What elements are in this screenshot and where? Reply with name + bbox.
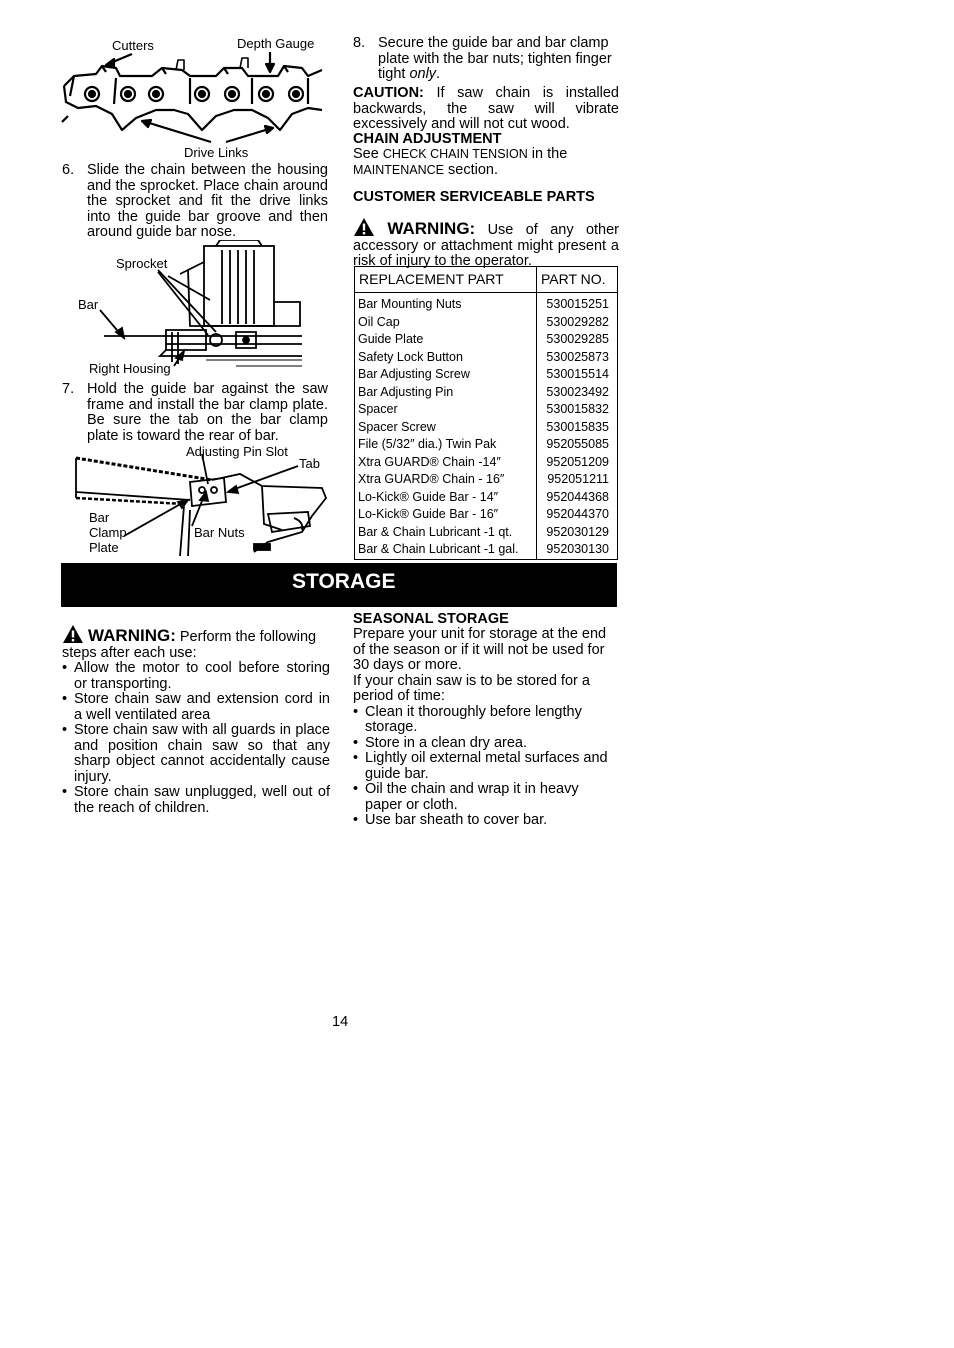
part-name-cell: Bar & Chain Lubricant -1 gal. bbox=[355, 541, 537, 559]
seasonal-heading: SEASONAL STORAGE bbox=[353, 611, 509, 627]
part-name-cell: Lo-Kick® Guide Bar - 16″ bbox=[355, 506, 537, 524]
table-row bbox=[355, 506, 618, 524]
caution-text: If saw chain is installed backwards, the saw will vibrate excessively and will not cut wood. bbox=[353, 85, 620, 132]
label-sprocket: Sprocket bbox=[116, 256, 168, 271]
table-row bbox=[355, 349, 618, 367]
step-7 bbox=[62, 382, 328, 444]
column-header-number: PART NO. bbox=[536, 267, 617, 293]
seasonal-paragraph-1: Prepare your unit for storage at the end of the season or if it will not be used for 30 days or more. bbox=[353, 626, 607, 673]
list-item: • Allow the motor to cool before storing or transporting. bbox=[62, 661, 330, 692]
parts-warning bbox=[353, 217, 619, 270]
part-number-cell: 530029282 bbox=[536, 314, 617, 332]
label-drive-links: Drive Links bbox=[184, 145, 249, 160]
part-number-cell: 530015514 bbox=[536, 366, 617, 384]
warning-triangle-icon bbox=[353, 217, 375, 237]
label-depth-gauge: Depth Gauge bbox=[237, 36, 315, 51]
part-name-cell: File (5/32″ dia.) Twin Pak bbox=[355, 436, 537, 454]
caution-note bbox=[353, 86, 619, 133]
part-name-cell: Oil Cap bbox=[355, 314, 537, 332]
table-row bbox=[355, 314, 618, 332]
part-number-cell: 952055085 bbox=[536, 436, 617, 454]
part-number-cell: 530015251 bbox=[536, 293, 617, 314]
table-row bbox=[355, 454, 618, 472]
bar-clamp-illustration bbox=[72, 452, 330, 556]
reference-check-chain-tension: CHECK CHAIN TENSION bbox=[382, 147, 528, 161]
list-item: • Oil the chain and wrap it in heavy paper or cloth. bbox=[353, 782, 619, 813]
table-row bbox=[355, 366, 618, 384]
saw-chain-illustration bbox=[56, 52, 328, 147]
step-text-main: Secure the guide bar and bar clamp plate with the bar nuts; tighten finger tight bbox=[378, 35, 612, 82]
part-name-cell: Bar & Chain Lubricant -1 qt. bbox=[355, 524, 537, 542]
part-name-cell: Bar Adjusting Pin bbox=[355, 384, 537, 402]
step-number: 7. bbox=[62, 381, 75, 397]
part-number-cell: 952044368 bbox=[536, 489, 617, 507]
part-number-cell: 952030129 bbox=[536, 524, 617, 542]
section-text: section. bbox=[443, 161, 498, 178]
list-item: • Clean it thoroughly before lengthy storage. bbox=[353, 705, 619, 736]
label-bar-nuts: Bar Nuts bbox=[194, 525, 245, 540]
seasonal-paragraph-2: If your chain saw is to be stored for a period of time: bbox=[353, 672, 590, 704]
part-number-cell: 530029285 bbox=[536, 331, 617, 349]
list-item: • Store chain saw unplugged, well out of the reach of children. bbox=[62, 785, 330, 816]
storage-warning bbox=[62, 624, 330, 816]
seasonal-body bbox=[353, 627, 619, 829]
column-header-part: REPLACEMENT PART bbox=[355, 267, 537, 293]
table-header-row bbox=[355, 267, 618, 293]
warning-text: Perform the following steps after each use: bbox=[62, 629, 317, 661]
table-row bbox=[355, 541, 618, 559]
parts-heading: CUSTOMER SERVICEABLE PARTS bbox=[353, 189, 595, 205]
step-text: Hold the guide bar against the saw frame and install the bar clamp plate. Be sure the tab on the bar clamp plate is toward the rear of bar. bbox=[87, 381, 328, 444]
part-name-cell: Xtra GUARD® Chain -14″ bbox=[355, 454, 537, 472]
table-row bbox=[355, 524, 618, 542]
step-6 bbox=[62, 163, 328, 241]
see-text: See bbox=[353, 146, 383, 162]
storage-bullet-list bbox=[62, 661, 330, 816]
table-row bbox=[355, 436, 618, 454]
label-tab: Tab bbox=[299, 456, 320, 471]
label-right-housing: Right Housing bbox=[89, 361, 171, 376]
table-row bbox=[355, 331, 618, 349]
step-text: Slide the chain between the housing and the sprocket. Place chain around the sprocket and fit the drive links into the guide bar groove and then around guide bar nose. bbox=[87, 162, 328, 240]
label-bar: Bar bbox=[78, 297, 99, 312]
list-item: • Store chain saw and extension cord in a well ventilated area bbox=[62, 692, 330, 723]
warning-label: WARNING: bbox=[387, 219, 476, 238]
step-8 bbox=[353, 36, 619, 83]
parts-table-body bbox=[355, 293, 618, 560]
page-number: 14 bbox=[332, 1014, 349, 1030]
table-row bbox=[355, 489, 618, 507]
part-number-cell: 952030130 bbox=[536, 541, 617, 559]
label-adjusting-pin-slot: Adjusting Pin Slot bbox=[186, 444, 288, 459]
step-text bbox=[378, 36, 619, 83]
part-number-cell: 530015835 bbox=[536, 419, 617, 437]
part-name-cell: Safety Lock Button bbox=[355, 349, 537, 367]
part-number-cell: 530023492 bbox=[536, 384, 617, 402]
warning-label: WARNING: bbox=[88, 626, 176, 645]
table-row bbox=[355, 384, 618, 402]
part-name-cell: Bar Mounting Nuts bbox=[355, 293, 537, 314]
warning-text: Use of any other accessory or attachment might present a risk of injury to the operator. bbox=[353, 222, 619, 269]
table-row bbox=[355, 401, 618, 419]
part-number-cell: 530015832 bbox=[536, 401, 617, 419]
storage-banner bbox=[61, 563, 617, 607]
chain-adjustment-text bbox=[353, 147, 623, 178]
warning-triangle-icon bbox=[62, 624, 84, 644]
storage-title: STORAGE bbox=[292, 570, 396, 593]
step-number: 8. bbox=[353, 35, 366, 51]
table-row bbox=[355, 293, 618, 314]
parts-table bbox=[354, 266, 618, 560]
part-number-cell: 530025873 bbox=[536, 349, 617, 367]
part-number-cell: 952044370 bbox=[536, 506, 617, 524]
part-name-cell: Lo-Kick® Guide Bar - 14″ bbox=[355, 489, 537, 507]
step-text-end: . bbox=[436, 66, 441, 82]
part-name-cell: Bar Adjusting Screw bbox=[355, 366, 537, 384]
part-number-cell: 952051209 bbox=[536, 454, 617, 472]
chain-adjustment-heading: CHAIN ADJUSTMENT bbox=[353, 131, 502, 147]
in-the-text: in the bbox=[527, 146, 568, 162]
label-cutters: Cutters bbox=[112, 38, 154, 53]
reference-maintenance: MAINTENANCE bbox=[353, 162, 444, 177]
table-row bbox=[355, 419, 618, 437]
part-name-cell: Spacer Screw bbox=[355, 419, 537, 437]
list-item: • Store in a clean dry area. bbox=[353, 736, 619, 752]
step-text-emphasis: only bbox=[409, 66, 437, 82]
list-item: • Use bar sheath to cover bar. bbox=[353, 813, 619, 829]
caution-label: CAUTION: bbox=[353, 85, 424, 101]
part-number-cell: 952051211 bbox=[536, 471, 617, 489]
seasonal-bullet-list bbox=[353, 705, 619, 829]
label-bar-clamp-plate: Bar Clamp Plate bbox=[89, 510, 127, 555]
list-item: • Lightly oil external metal surfaces and guide bar. bbox=[353, 751, 619, 782]
part-name-cell: Spacer bbox=[355, 401, 537, 419]
list-item: • Store chain saw with all guards in place and position chain saw so that any sharp object cannot accidentally cause injury. bbox=[62, 723, 330, 785]
part-name-cell: Guide Plate bbox=[355, 331, 537, 349]
part-name-cell: Xtra GUARD® Chain - 16″ bbox=[355, 471, 537, 489]
table-row bbox=[355, 471, 618, 489]
step-number: 6. bbox=[62, 162, 75, 178]
sprocket-illustration bbox=[96, 240, 302, 375]
